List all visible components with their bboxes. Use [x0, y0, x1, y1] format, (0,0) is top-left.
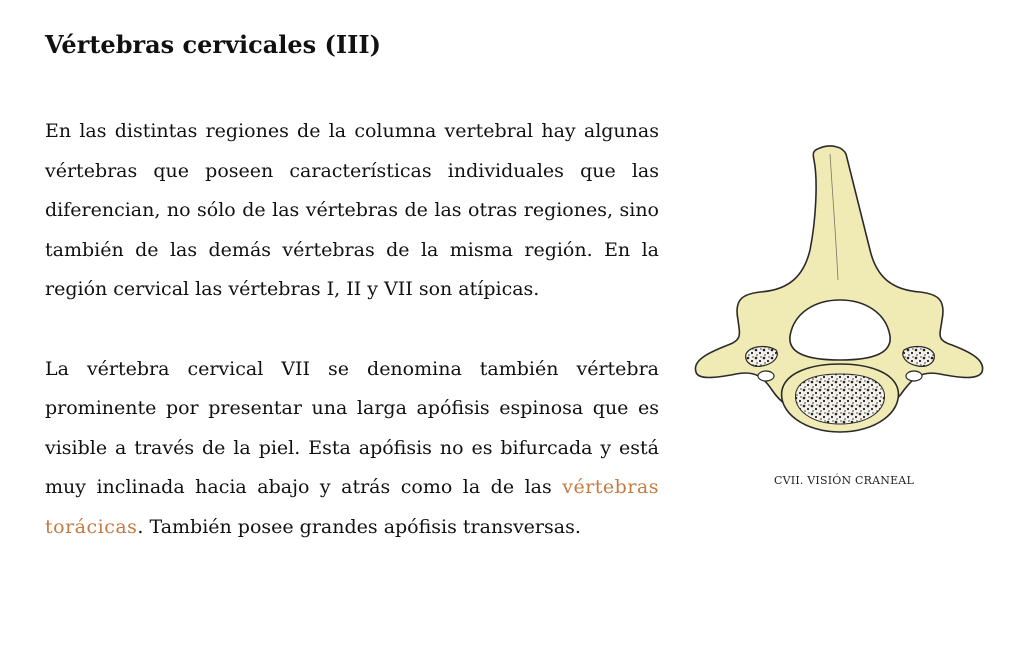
article-body	[45, 112, 659, 547]
page-title: Vértebras cervicales (III)	[45, 30, 381, 59]
paragraph-c7	[45, 350, 659, 548]
paragraph-c7-text-end: . También posee grandes apófisis transversas.	[137, 515, 581, 538]
vertebra-c7-illustration	[690, 140, 990, 440]
thoracic-vertebrae-link[interactable]: vértebras torácicas	[45, 476, 659, 538]
paragraph-c7-text-start: La vértebra cervical VII se denomina también vértebra prominente por presentar una larga apófisis espinosa que es visible a través de la piel. Esta apófisis no es bifurcada y está muy inclinada hacia abajo y atrás como la de las	[45, 357, 659, 498]
paragraph-intro: En las distintas regiones de la columna vertebral hay algunas vértebras que poseen características individuales que las diferencian, no sólo de las vértebras de las otras regiones, sino también de las demás vértebras de la misma región. En la región cervical las vértebras I, II y VII son atípicas.	[45, 120, 659, 300]
right-transverse-foramen	[906, 371, 922, 381]
figure-caption: CVII. VISIÓN CRANEAL	[774, 474, 914, 487]
vertebral-body-surface	[795, 374, 884, 424]
left-transverse-foramen	[758, 371, 774, 381]
